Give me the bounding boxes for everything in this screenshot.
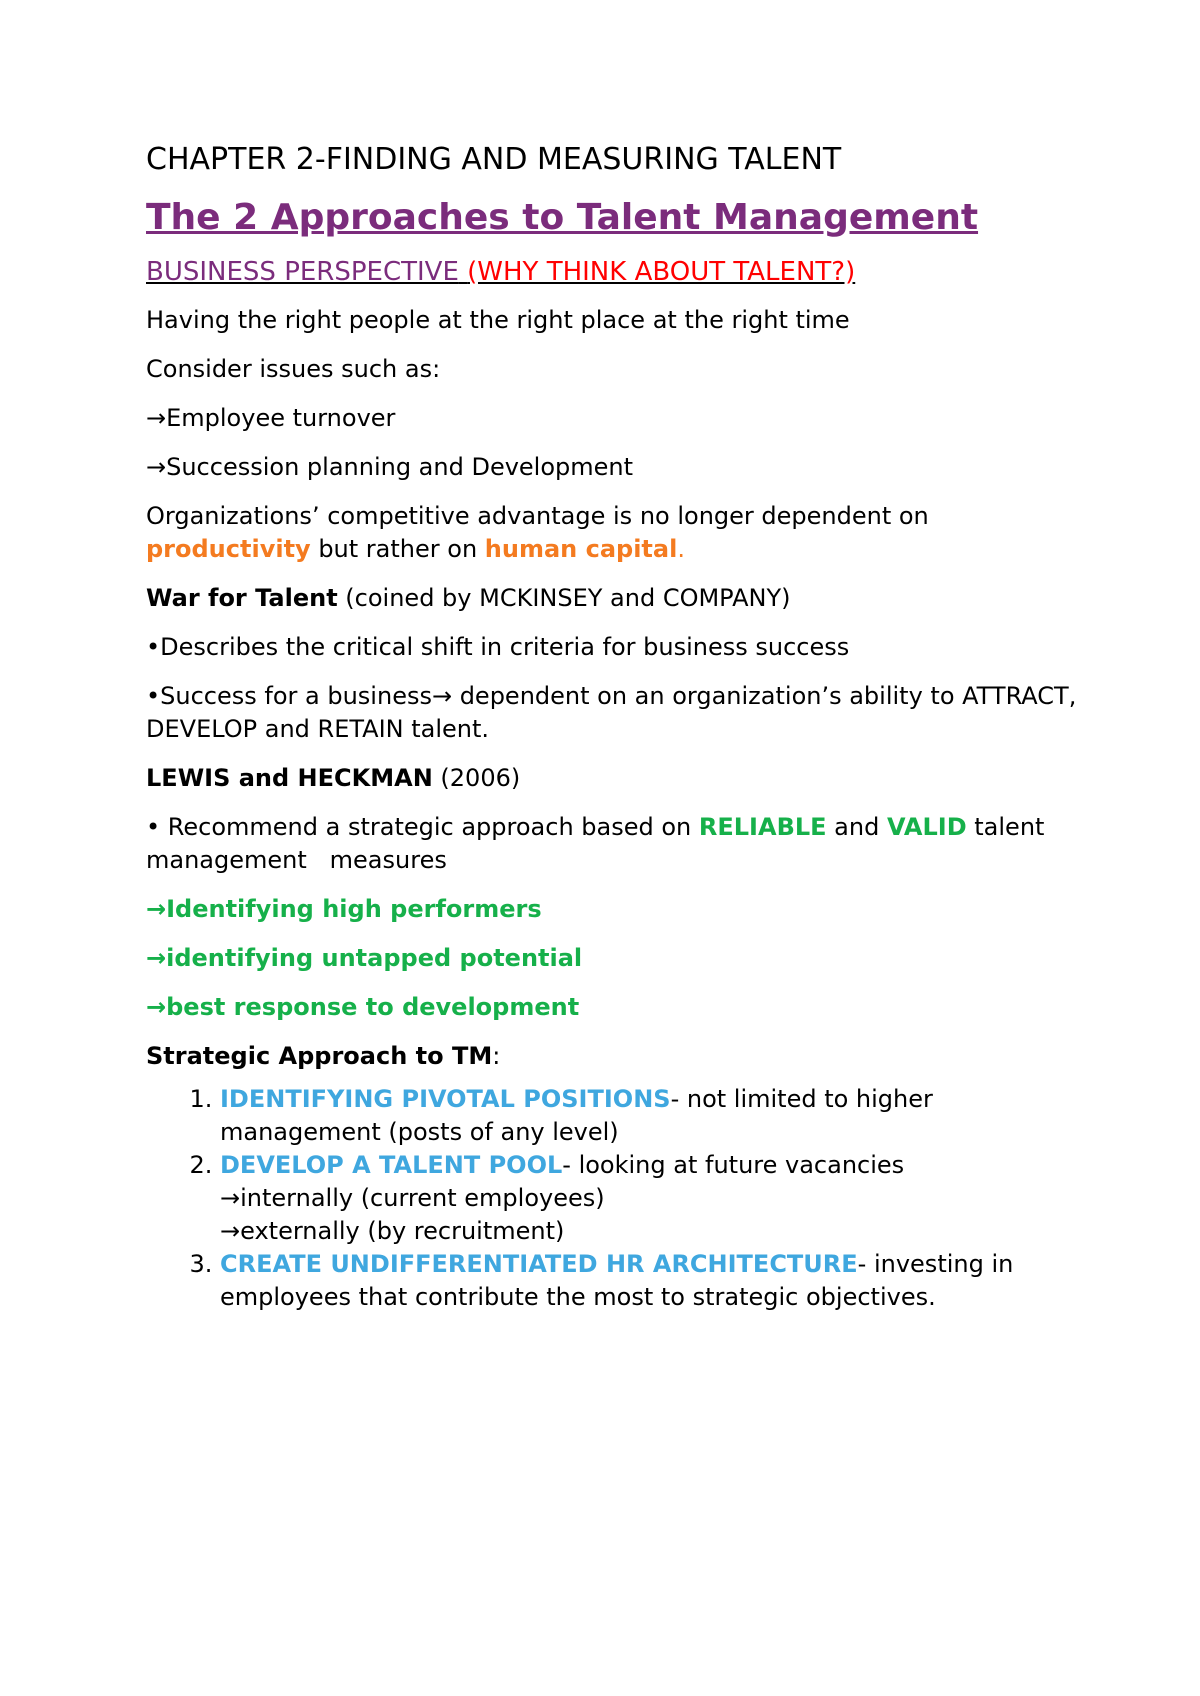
chapter-title: CHAPTER 2-FINDING AND MEASURING TALENT xyxy=(146,142,842,177)
lewis-heckman-label: LEWIS and HECKMAN xyxy=(146,764,433,792)
recommend-and: and xyxy=(826,813,887,841)
paragraph-strategic-approach xyxy=(146,1040,1086,1073)
bullet-success-business: •Success for a business→ dependent on an organization’s ability to ATTRACT, DEVELOP and RETAIN talent. xyxy=(146,682,1077,743)
advantage-middle: but rather on xyxy=(310,535,485,563)
green-item-untapped-potential: →identifying untapped potential xyxy=(146,944,583,972)
green-item-high-performers: →Identifying high performers xyxy=(146,895,542,923)
recommend-end: talent management measures xyxy=(146,813,1053,874)
paragraph-competitive-advantage xyxy=(146,500,1086,566)
paragraph-right-people: Having the right people at the right place at the right time xyxy=(146,306,850,334)
business-perspective-heading xyxy=(146,254,1086,290)
list-item xyxy=(220,1248,1086,1314)
strategic-steps-list xyxy=(146,1083,1086,1314)
strategic-approach-label: Strategic Approach to TM xyxy=(146,1042,493,1070)
advantage-lead: Organizations’ competitive advantage is no longer dependent on xyxy=(146,502,929,530)
strategic-approach-colon: : xyxy=(492,1042,501,1070)
step-3-title: CREATE UNDIFFERENTIATED HR ARCHITECTURE xyxy=(220,1250,858,1278)
business-perspective-question: (WHY THINK ABOUT TALENT?) xyxy=(467,257,856,287)
step-2-text: - looking at future vacancies xyxy=(562,1151,905,1179)
lewis-heckman-year: (2006) xyxy=(432,764,521,792)
main-heading: The 2 Approaches to Talent Management xyxy=(146,197,979,238)
recommend-valid: VALID xyxy=(886,813,967,841)
document-page xyxy=(146,140,1086,1314)
paragraph-lewis-heckman xyxy=(146,762,1086,795)
war-for-talent-label: War for Talent xyxy=(146,584,338,612)
paragraph-war-for-talent xyxy=(146,582,1086,615)
list-item xyxy=(220,1083,1086,1149)
issue-employee-turnover: →Employee turnover xyxy=(146,404,396,432)
paragraph-consider-issues: Consider issues such as: xyxy=(146,355,441,383)
step-1-text: - not limited to higher management (posts of any level) xyxy=(220,1085,933,1146)
war-for-talent-coined: (coined by MCKINSEY and COMPANY) xyxy=(337,584,791,612)
step-2-sub-externally: →externally (by recruitment) xyxy=(220,1217,565,1245)
step-1-title: IDENTIFYING PIVOTAL POSITIONS xyxy=(220,1085,671,1113)
advantage-productivity: productivity xyxy=(146,535,311,563)
bullet-critical-shift: •Describes the critical shift in criteria for business success xyxy=(146,633,850,661)
advantage-end: . xyxy=(677,535,685,563)
step-2-sub-internally: →internally (current employees) xyxy=(220,1184,605,1212)
paragraph-recommend xyxy=(146,811,1086,877)
recommend-reliable: RELIABLE xyxy=(698,813,827,841)
advantage-human-capital: human capital xyxy=(484,535,678,563)
recommend-lead: • Recommend a strategic approach based on xyxy=(146,813,699,841)
issue-succession-planning: →Succession planning and Development xyxy=(146,453,634,481)
step-3-text: - investing in employees that contribute the most to strategic objectives. xyxy=(220,1250,1014,1311)
step-2-title: DEVELOP A TALENT POOL xyxy=(220,1151,563,1179)
business-perspective-label: BUSINESS PERSPECTIVE xyxy=(146,257,459,287)
green-item-best-response: →best response to development xyxy=(146,993,580,1021)
list-item xyxy=(220,1149,1086,1248)
